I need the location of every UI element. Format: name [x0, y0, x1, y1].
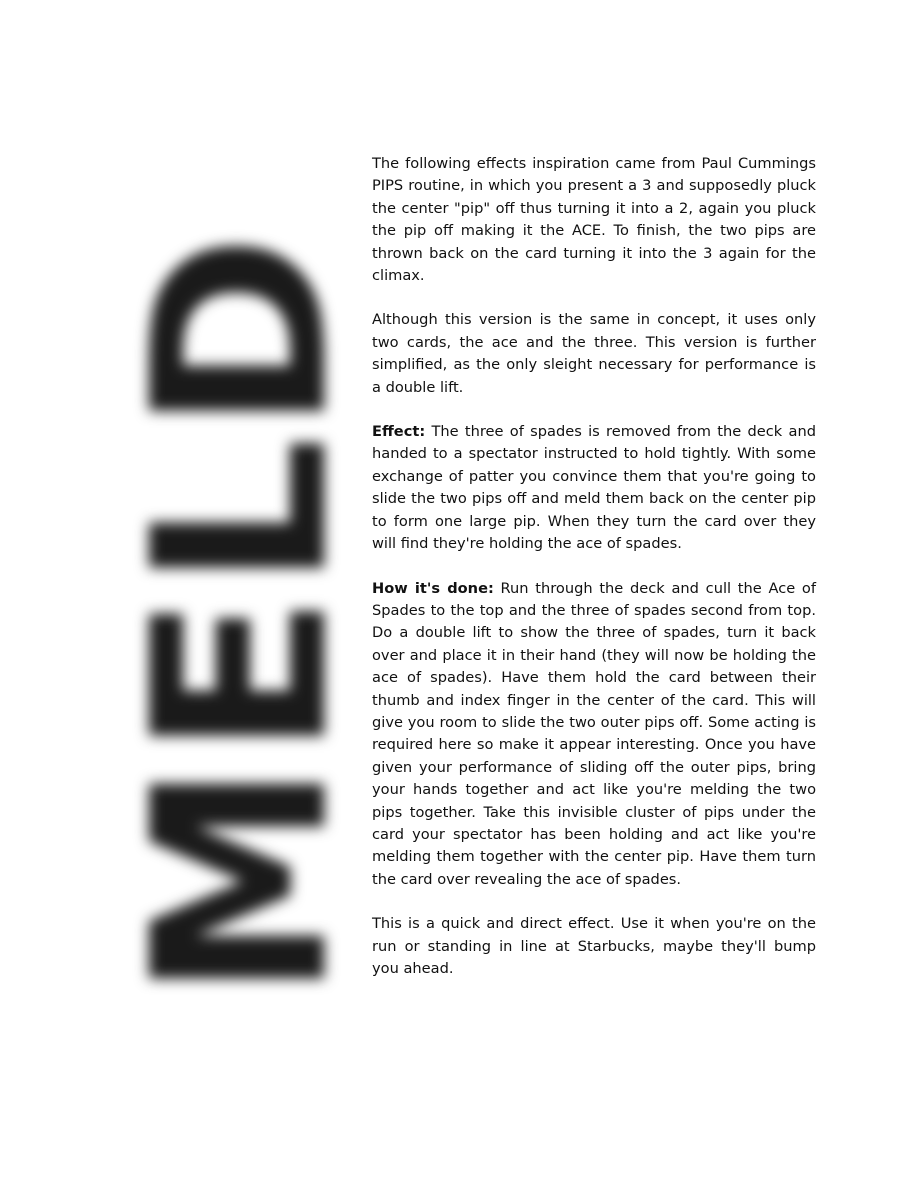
paragraph-concept: Although this version is the same in concept, it uses only two cards, the ace and the three. This version is further simplified, as the only sleight necessary for performance is a double lift. — [372, 311, 816, 396]
page-title: MELD — [101, 229, 381, 1001]
title-block — [101, 150, 381, 1080]
effect-text: The three of spades is removed from the deck and handed to a spectator instructed to hold tightly. With some exchange of patter you convince them that you're going to slide the two pips off and meld them back on the center pip to form one large pip. When they turn the card over they will find they're holding the ace of spades. — [372, 423, 816, 553]
paragraph-closing: This is a quick and direct effect. Use it when you're on the run or standing in line at Starbucks, maybe they'll bump you ahead. — [372, 915, 816, 977]
method-label: How it's done: — [372, 579, 494, 597]
paragraph-intro: The following effects inspiration came from Paul Cummings PIPS routine, in which you present a 3 and supposedly pluck the center "pip" off thus turning it into a 2, again you pluck the pip off making it the ACE. To finish, the two pips are thrown back on the card turning it into the 3 again for the climax. — [372, 155, 816, 285]
paragraph-effect — [372, 421, 816, 555]
body-text — [372, 153, 816, 980]
effect-label: Effect: — [372, 423, 426, 441]
paragraph-method — [372, 578, 816, 892]
method-text: Run through the deck and cull the Ace of Spades to the top and the three of spades second from top. Do a double lift to show the three of spades, turn it back over and place it in their hand (they will now be holding the ace of spades). Have them hold the card between their thumb and index finger in the center of the card. This will give you room to slide the two outer pips off. Some acting is required here so make it appear interesting. Once you have given your performance of sliding off the outer pips, bring your hands together and act like you're melding the two pips together. Take this invisible cluster of pips under the card your spectator has been holding and act like you're melding them together with the center pip. Have them turn the card over revealing the ace of spades. — [372, 579, 816, 888]
